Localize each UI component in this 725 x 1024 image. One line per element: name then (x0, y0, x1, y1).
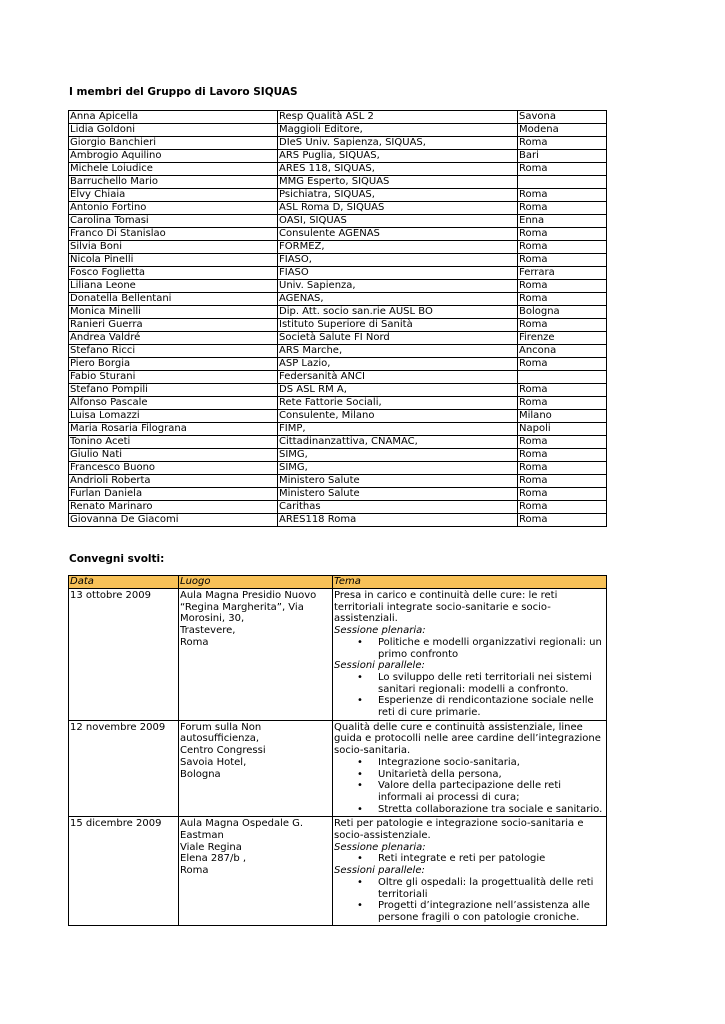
member-city: Roma (518, 254, 607, 267)
member-name: Luisa Lomazzi (69, 410, 278, 423)
member-organization: ARS Marche, (278, 345, 518, 358)
luogo-line: Eastman (180, 830, 224, 842)
member-city: Savona (518, 111, 607, 124)
member-city: Roma (518, 293, 607, 306)
luogo-line: Centro Congressi (180, 745, 266, 757)
member-name: Monica Minelli (69, 306, 278, 319)
luogo-line: “Regina Margherita”, Via (180, 601, 304, 613)
header-tema: Tema (333, 576, 607, 589)
member-organization: Consulente AGENAS (278, 228, 518, 241)
table-row (69, 293, 607, 306)
list-item: • Stretta collaborazione tra sociale e sanitario. (378, 804, 605, 816)
member-city: Bologna (518, 306, 607, 319)
luogo-line: Bologna (180, 768, 221, 780)
list-item: • Progetti d’integrazione nell’assistenza alle persone fragili o con patologie croniche. (378, 900, 605, 923)
member-organization: SIMG, (278, 462, 518, 475)
member-organization: FIASO, (278, 254, 518, 267)
table-row (69, 241, 607, 254)
member-name: Andrioli Roberta (69, 475, 278, 488)
tema-intro: Presa in carico e continuità delle cure: le reti territoriali integrate socio-sanitarie e socio-assistenziali. (334, 590, 558, 625)
convegno-luogo (179, 817, 333, 925)
table-row (69, 254, 607, 267)
member-organization: ARES 118, SIQUAS, (278, 163, 518, 176)
member-organization: FORMEZ, (278, 241, 518, 254)
member-name: Liliana Leone (69, 280, 278, 293)
member-organization: DIeS Univ. Sapienza, SIQUAS, (278, 137, 518, 150)
member-city: Bari (518, 150, 607, 163)
table-row (69, 475, 607, 488)
luogo-line: Savoia Hotel, (180, 756, 247, 768)
member-city: Roma (518, 319, 607, 332)
list-item: • Valore della partecipazione delle reti informali ai processi di cura; (378, 780, 605, 803)
member-city: Roma (518, 475, 607, 488)
members-table-body (69, 111, 607, 527)
member-city: Roma (518, 384, 607, 397)
table-row (69, 462, 607, 475)
member-city: Roma (518, 462, 607, 475)
table-row (69, 449, 607, 462)
member-name: Fosco Foglietta (69, 267, 278, 280)
convegno-date: 13 ottobre 2009 (69, 589, 179, 721)
member-city: Milano (518, 410, 607, 423)
member-organization: Federsanità ANCI (278, 371, 518, 384)
table-row (69, 319, 607, 332)
table-row (69, 358, 607, 371)
member-organization: Maggioli Editore, (278, 124, 518, 137)
member-name: Carolina Tomasi (69, 215, 278, 228)
sessione-plenaria-label: Sessione plenaria: (334, 841, 426, 853)
list-item: • Oltre gli ospedali: la progettualità delle reti territoriali (378, 877, 605, 900)
luogo-line: Roma (180, 865, 209, 877)
member-name: Lidia Goldoni (69, 124, 278, 137)
sessioni-parallele-label: Sessioni parallele: (334, 660, 425, 672)
table-row (69, 215, 607, 228)
member-city: Roma (518, 436, 607, 449)
tema-intro: Qualità delle cure e continuità assistenziale, linee guida e protocolli nelle aree cardine dell’integrazione socio-sanitaria. (334, 721, 601, 757)
convegno-row (69, 720, 607, 817)
member-name: Stefano Pompili (69, 384, 278, 397)
member-name: Andrea Valdré (69, 332, 278, 345)
table-row (69, 150, 607, 163)
member-city: Ancona (518, 345, 607, 358)
member-city: Roma (518, 202, 607, 215)
tema-intro: Reti per patologie e integrazione socio-sanitaria e socio-assistenziale. (334, 818, 584, 842)
plenaria-list (334, 637, 605, 660)
member-name: Fabio Sturani (69, 371, 278, 384)
table-row (69, 176, 607, 189)
member-name: Nicola Pinelli (69, 254, 278, 267)
plenaria-list (334, 853, 605, 865)
table-row (69, 384, 607, 397)
member-name: Ambrogio Aquilino (69, 150, 278, 163)
member-city: Roma (518, 189, 607, 202)
member-name: Giorgio Banchieri (69, 137, 278, 150)
member-name: Renato Marinaro (69, 501, 278, 514)
member-city: Roma (518, 280, 607, 293)
member-name: Maria Rosaria Filograna (69, 423, 278, 436)
table-row (69, 488, 607, 501)
member-name: Michele Loiudice (69, 163, 278, 176)
member-organization: DS ASL RM A, (278, 384, 518, 397)
member-name: Stefano Ricci (69, 345, 278, 358)
list-item: • Esperienze di rendicontazione sociale nelle reti di cure primarie. (378, 695, 605, 718)
member-organization: FIASO (278, 267, 518, 280)
table-row (69, 202, 607, 215)
member-organization: Ministero Salute (278, 475, 518, 488)
member-city (518, 371, 607, 384)
member-city: Roma (518, 358, 607, 371)
member-name: Tonino Aceti (69, 436, 278, 449)
member-city: Ferrara (518, 267, 607, 280)
member-organization: OASI, SIQUAS (278, 215, 518, 228)
table-row (69, 137, 607, 150)
convegno-date: 15 dicembre 2009 (69, 817, 179, 925)
convegno-tema (333, 720, 607, 817)
table-row (69, 332, 607, 345)
table-row (69, 514, 607, 527)
member-name: Alfonso Pascale (69, 397, 278, 410)
tema-list (334, 757, 605, 816)
convegno-row (69, 589, 607, 721)
parallele-list (334, 877, 605, 924)
luogo-line: Aula Magna Ospedale G. (180, 818, 304, 830)
member-name: Elvy Chiaia (69, 189, 278, 202)
member-city: Enna (518, 215, 607, 228)
member-city: Roma (518, 449, 607, 462)
member-name: Ranieri Guerra (69, 319, 278, 332)
header-luogo: Luogo (179, 576, 333, 589)
luogo-line: Aula Magna Presidio Nuovo (180, 590, 317, 601)
member-name: Francesco Buono (69, 462, 278, 475)
member-organization: ASP Lazio, (278, 358, 518, 371)
luogo-line: Viale Regina (180, 841, 242, 853)
parallele-list (334, 672, 605, 719)
convegno-luogo (179, 720, 333, 817)
member-city: Firenze (518, 332, 607, 345)
luogo-line: Elena 287/b , (180, 853, 247, 865)
member-organization: Cittadinanzattiva, CNAMAC, (278, 436, 518, 449)
header-data: Data (69, 576, 179, 589)
table-row (69, 280, 607, 293)
member-city: Roma (518, 163, 607, 176)
convegni-section-title: Convegni svolti: (69, 553, 165, 565)
member-organization: Rete Fattorie Sociali, (278, 397, 518, 410)
table-row (69, 124, 607, 137)
member-city: Roma (518, 397, 607, 410)
table-row (69, 306, 607, 319)
table-row (69, 267, 607, 280)
member-name: Donatella Bellentani (69, 293, 278, 306)
list-item: • Reti integrate e reti per patologie (378, 853, 605, 865)
member-name: Antonio Fortino (69, 202, 278, 215)
table-row (69, 397, 607, 410)
list-item: • Politiche e modelli organizzativi regionali: un primo confronto (378, 637, 605, 660)
member-city: Roma (518, 241, 607, 254)
member-organization: Istituto Superiore di Sanità (278, 319, 518, 332)
member-organization: FIMP, (278, 423, 518, 436)
table-row (69, 436, 607, 449)
luogo-line: Forum sulla Non (180, 721, 262, 733)
convegno-date: 12 novembre 2009 (69, 720, 179, 817)
luogo-line: Morosini, 30, (180, 613, 245, 625)
member-name: Franco Di Stanislao (69, 228, 278, 241)
member-name: Giovanna De Giacomi (69, 514, 278, 527)
member-organization: MMG Esperto, SIQUAS (278, 176, 518, 189)
member-name: Anna Apicella (69, 111, 278, 124)
member-city: Modena (518, 124, 607, 137)
luogo-line: Trastevere, (180, 625, 236, 637)
member-name: Silvia Boni (69, 241, 278, 254)
member-organization: Psichiatra, SIQUAS, (278, 189, 518, 202)
member-organization: ASL Roma D, SIQUAS (278, 202, 518, 215)
member-organization: Resp Qualità ASL 2 (278, 111, 518, 124)
member-organization: ARS Puglia, SIQUAS, (278, 150, 518, 163)
table-row (69, 111, 607, 124)
table-row (69, 189, 607, 202)
convegni-header-row (69, 576, 607, 589)
sessione-plenaria-label: Sessione plenaria: (334, 625, 426, 637)
list-item: • Lo sviluppo delle reti territoriali nei sistemi sanitari regionali: modelli a confronto. (378, 672, 605, 695)
convegni-table (68, 575, 607, 926)
table-row (69, 163, 607, 176)
member-organization: Carithas (278, 501, 518, 514)
list-item: • Integrazione socio-sanitaria, (378, 757, 605, 769)
member-city: Roma (518, 137, 607, 150)
member-city: Roma (518, 501, 607, 514)
members-section-title: I membri del Gruppo di Lavoro SIQUAS (69, 86, 298, 98)
member-city: Roma (518, 488, 607, 501)
member-organization: Ministero Salute (278, 488, 518, 501)
luogo-line: autosufficienza, (180, 733, 260, 745)
sessioni-parallele-label: Sessioni parallele: (334, 865, 425, 877)
member-city: Roma (518, 228, 607, 241)
member-city: Napoli (518, 423, 607, 436)
member-organization: SIMG, (278, 449, 518, 462)
member-name: Furlan Daniela (69, 488, 278, 501)
table-row (69, 410, 607, 423)
member-city: Roma (518, 514, 607, 527)
member-name: Barruchello Mario (69, 176, 278, 189)
members-table (68, 110, 607, 527)
member-name: Giulio Nati (69, 449, 278, 462)
convegno-tema (333, 589, 607, 721)
list-item: • Unitarietà della persona, (378, 769, 605, 781)
convegno-tema (333, 817, 607, 925)
luogo-line: Roma (180, 636, 209, 648)
table-row (69, 345, 607, 358)
member-organization: AGENAS, (278, 293, 518, 306)
member-organization: Società Salute FI Nord (278, 332, 518, 345)
table-row (69, 228, 607, 241)
convegno-row (69, 817, 607, 925)
table-row (69, 371, 607, 384)
member-city (518, 176, 607, 189)
member-organization: ARES118 Roma (278, 514, 518, 527)
member-organization: Univ. Sapienza, (278, 280, 518, 293)
member-organization: Dip. Att. socio san.rie AUSL BO (278, 306, 518, 319)
table-row (69, 423, 607, 436)
member-name: Piero Borgia (69, 358, 278, 371)
member-organization: Consulente, Milano (278, 410, 518, 423)
table-row (69, 501, 607, 514)
convegno-luogo (179, 589, 333, 721)
